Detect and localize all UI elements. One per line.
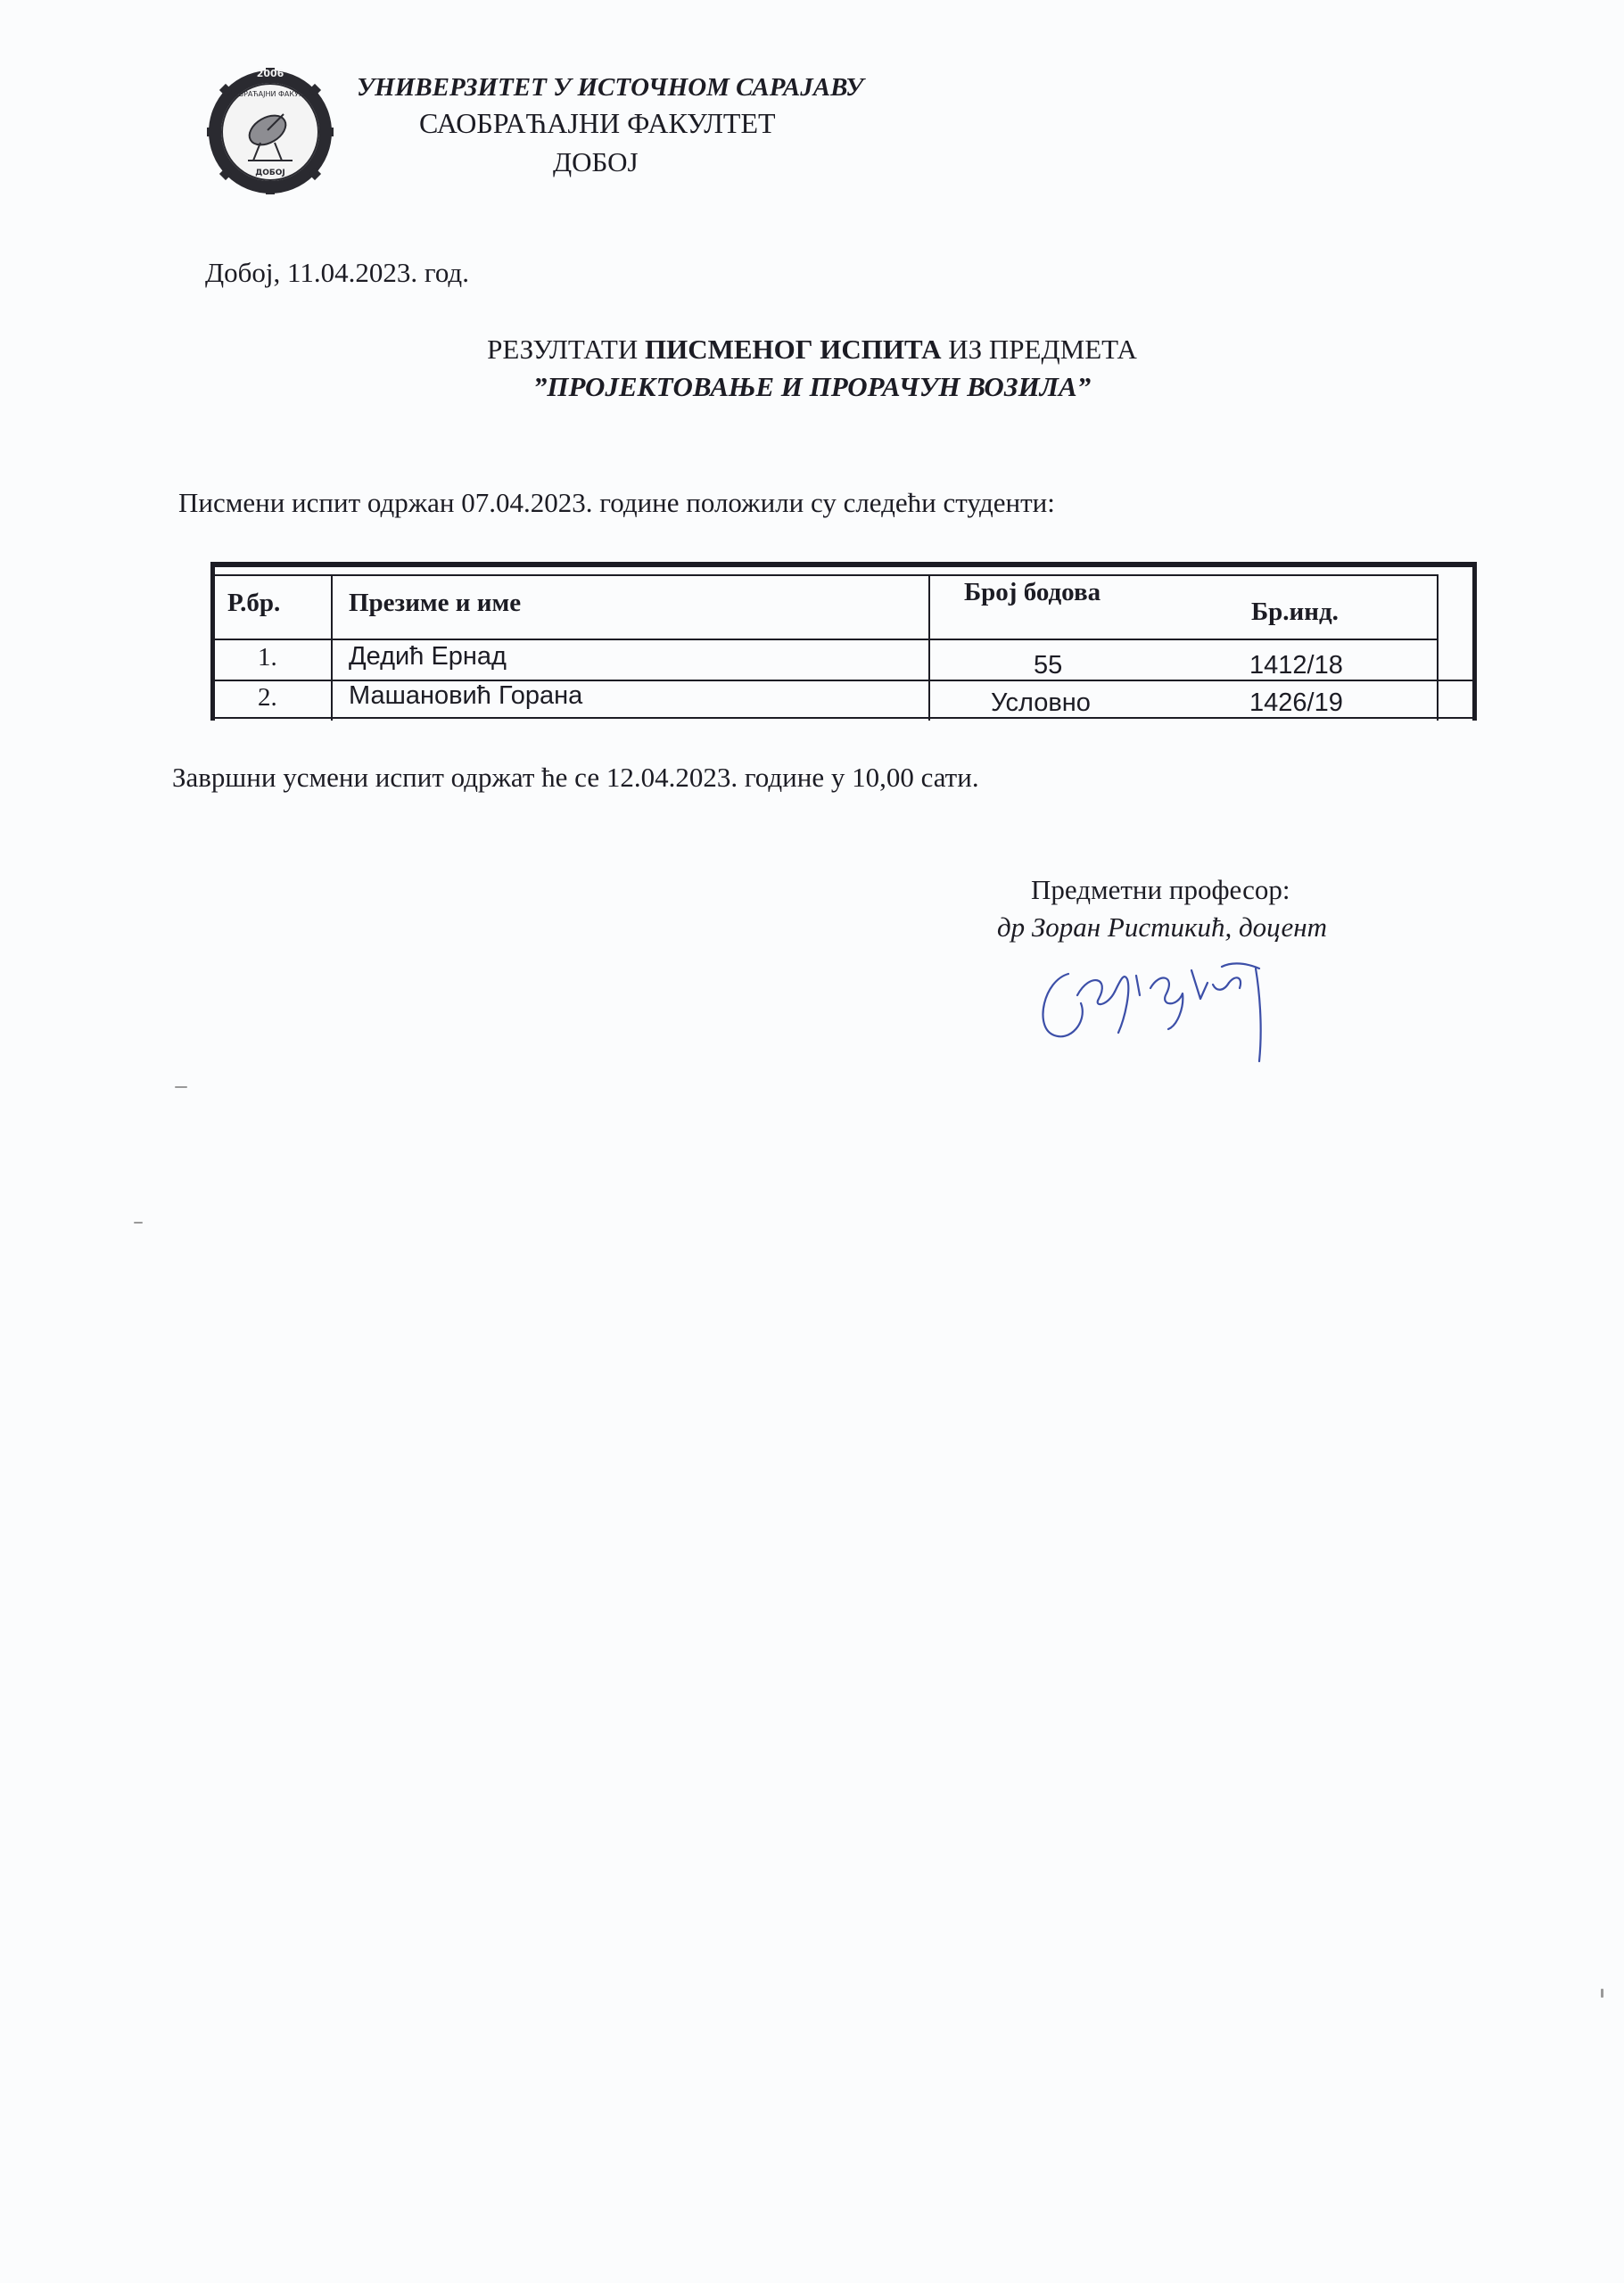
table-col-divider [331, 574, 333, 721]
scan-speck [1601, 1989, 1603, 1998]
table-inner-top-line [215, 574, 1437, 576]
svg-text:САОБРАЋАЈНИ ФАКУЛТЕТ: САОБРАЋАЈНИ ФАКУЛТЕТ [223, 90, 317, 98]
student-points: Условно [991, 688, 1091, 717]
header-index: Бр.инд. [1251, 598, 1339, 626]
student-index: 1412/18 [1249, 651, 1343, 680]
row-number: 2. [258, 683, 277, 712]
table-col-divider [928, 574, 930, 721]
table-col-divider [1437, 574, 1439, 721]
header-points: Број бодова [964, 578, 1101, 606]
table-header-divider [215, 639, 1437, 640]
svg-text:ДОБОЈ: ДОБОЈ [255, 169, 285, 177]
row-number: 1. [258, 643, 277, 672]
title-suffix: ИЗ ПРЕДМЕТА [941, 334, 1137, 365]
university-name: УНИВЕРЗИТЕТ У ИСТОЧНОМ САРАЈАВУ [357, 73, 864, 102]
oral-exam-announcement: Завршни усмени испит одржат ће се 12.04.2023. године у 10,00 сати. [172, 762, 979, 793]
scan-speck [175, 1086, 187, 1088]
faculty-name: САОБРАЋАЈНИ ФАКУЛТЕТ [419, 107, 776, 139]
student-name: Машановић Горана [349, 681, 583, 710]
document-date: Добој, 11.04.2023. год. [205, 257, 469, 288]
student-name: Дедић Ернад [349, 642, 507, 671]
header-row-number: Р.бр. [227, 589, 281, 617]
student-points: 55 [1034, 651, 1063, 680]
title-prefix: РЕЗУЛТАТИ [487, 334, 645, 365]
exam-held-statement: Писмени испит одржан 07.04.2023. године положили су следећи студенти: [178, 487, 1055, 518]
svg-text:2006: 2006 [256, 68, 284, 79]
scan-speck [134, 1222, 143, 1224]
document-title [0, 334, 1624, 366]
subject-title: ”ПРОЈЕКТОВАЊЕ И ПРОРАЧУН ВОЗИЛА” [532, 371, 1092, 402]
results-table [210, 562, 1477, 721]
professor-label: Предметни професор: [1031, 874, 1290, 905]
title-bold: ПИСМЕНОГ ИСПИТА [645, 334, 942, 365]
faculty-city: ДОБОЈ [553, 146, 639, 177]
student-index: 1426/19 [1249, 688, 1343, 717]
professor-name: др Зоран Ристикић, доцент [997, 911, 1327, 943]
header-name: Презиме и име [349, 589, 522, 617]
faculty-logo-emblem [194, 61, 346, 194]
handwritten-signature [1026, 936, 1329, 1070]
